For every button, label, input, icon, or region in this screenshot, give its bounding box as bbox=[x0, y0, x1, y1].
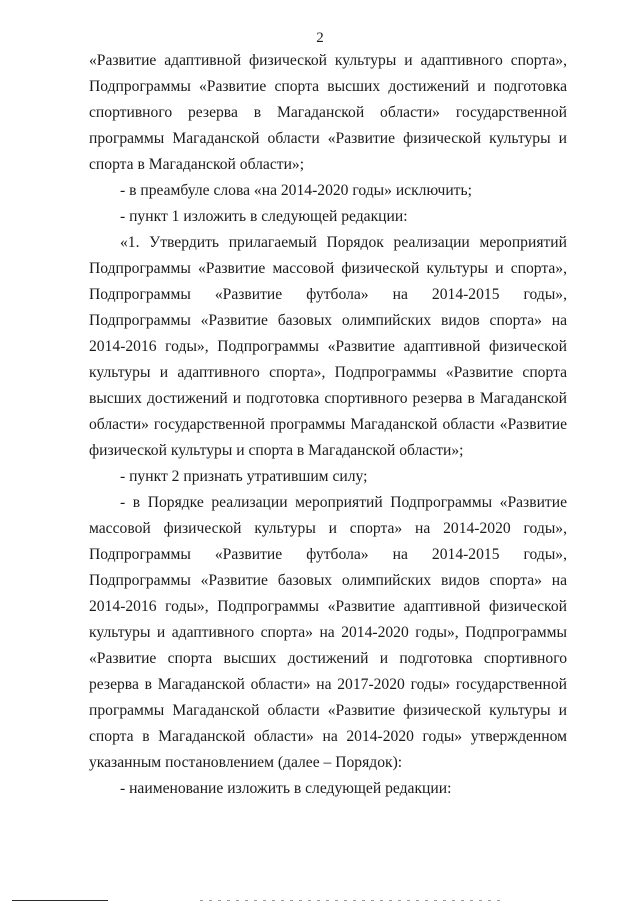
footer-divider bbox=[12, 900, 108, 901]
page-number: 2 bbox=[316, 30, 324, 46]
paragraph-item-1-change: - пункт 1 изложить в следующей редакции: bbox=[120, 208, 408, 225]
footer-scan-artifact bbox=[200, 900, 500, 901]
paragraph-item-2-change: - пункт 2 признать утратившим силу; bbox=[120, 468, 368, 485]
paragraph-preamble-change: - в преамбуле слова «на 2014-2020 годы» исключить; bbox=[120, 182, 472, 199]
paragraph-procedure-change: - в Порядке реализации мероприятий Подпрограммы «Развитие массовой физической культуры и спорта» на 2014-2020 годы», Подпрограммы «Развитие футбола» на 2014-2015 годы», Подпрограммы «Развитие базовых олимпийских видов спорта» на 2014-2016 годы», Подпрограммы «Развитие адаптивной физической культуры и адаптивного спорта» на 2014-2020 годы», Подпрограммы «Развитие спорта высших достижений и подготовка спортивного резерва в Магаданской области» на 2017-2020 годы» государственной программы Магаданской области «Развитие физической культуры и спорта в Магаданской области» на 2014-2020 годы» утвержденном указанным постановлением (далее – Порядок): bbox=[89, 494, 567, 771]
paragraph-item-1-text: «1. Утвердить прилагаемый Порядок реализации мероприятий Подпрограммы «Развитие массовой физической культуры и спорта», Подпрограммы «Развитие футбола» на 2014-2015 годы», Подпрограммы «Развитие базовых олимпийских видов спорта» на 2014-2016 годы», Подпрограммы «Развитие адаптивной физической культуры и адаптивного спорта», Подпрограммы «Развитие спорта высших достижений и подготовка спортивного резерва в Магаданской области» государственной программы Магаданской области «Развитие физической культуры и спорта в Магаданской области»; bbox=[89, 234, 567, 459]
paragraph-title-change: - наименование изложить в следующей редакции: bbox=[120, 780, 452, 797]
paragraph-continuation: «Развитие адаптивной физической культуры и адаптивного спорта», Подпрограммы «Развитие спорта высших достижений и подготовка спортивного резерва в Магаданской области» государственной программы Магаданской области «Развитие физической культуры и спорта в Магаданской области»; bbox=[89, 52, 567, 173]
document-body bbox=[89, 48, 567, 802]
